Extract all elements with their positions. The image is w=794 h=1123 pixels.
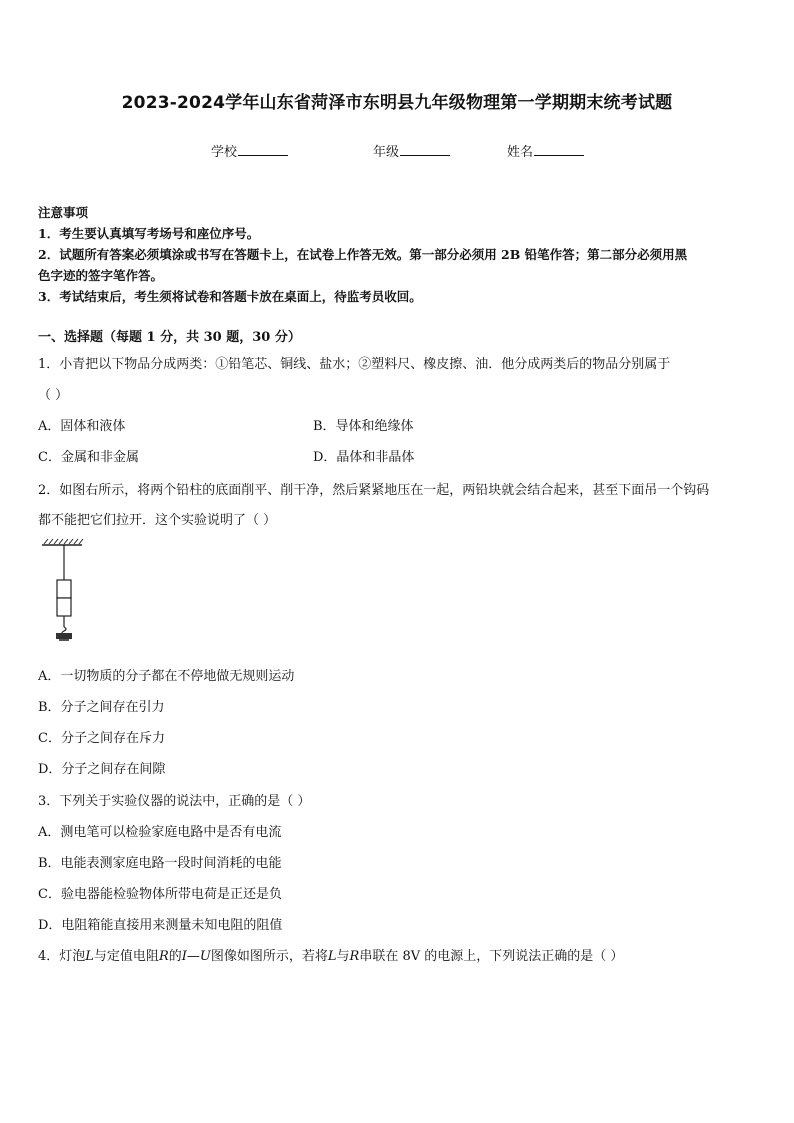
q4-part-4: 图像如图所示，若将 <box>210 949 328 964</box>
section-title: 一、选择题（每题 1 分，共 30 题，30 分） <box>38 330 301 345</box>
upper-lead-cylinder <box>57 580 71 598</box>
q2-option-d: D．分子之间存在间隙 <box>38 762 166 777</box>
q4-symbol-l2: L <box>327 949 337 964</box>
note-3: 3．考试结束后，考生须将试卷和答题卡放在桌面上，待监考员收回。 <box>38 289 422 304</box>
name-label: 姓名 <box>507 145 534 160</box>
q4-part-5: 与 <box>336 949 350 964</box>
q4-part-6: 串联在 8V 的电源上，下列说法正确的是（ ） <box>359 949 624 964</box>
q4-symbol-iu: I—U <box>181 949 211 964</box>
q1-option-d: D．晶体和非晶体 <box>313 450 415 465</box>
q1-option-a: A．固体和液体 <box>38 419 126 434</box>
q4-symbol-l: L <box>85 949 94 964</box>
q2-stem-a: 2．如图右所示，将两个铅柱的底面削平、削干净，然后紧紧地压在一起，两铅块就会结合起来，甚至下面吊一个钩码 <box>38 483 710 498</box>
q3-stem: 3．下列关于实验仪器的说法中，正确的是（ ） <box>38 794 311 809</box>
exam-title: 2023-2024学年山东省菏泽市东明县九年级物理第一学期期末统考试题 <box>121 93 673 113</box>
q3-option-a: A．测电笔可以检验家庭电路中是否有电流 <box>38 825 282 840</box>
notes-block <box>38 202 758 307</box>
ceiling-hatch <box>42 539 83 545</box>
q3-option-b: B．电能表测家庭电路一段时间消耗的电能 <box>38 856 282 871</box>
hook-weight-base <box>59 639 69 641</box>
q4-symbol-r2: R <box>349 949 360 964</box>
note-2a: 2．试题所有答案必须填涂或书写在答题卡上，在试卷上作答无效。第一部分必须用 2B 铅笔作答；第二部分必须用黑 <box>38 247 688 262</box>
school-field <box>211 141 288 160</box>
q4-part-1: 4．灯泡 <box>38 949 86 964</box>
q1-stem-a: 1．小青把以下物品分成两类：①铅笔芯、铜线、盐水；②塑料尺、橡皮擦、油．他分成两类后的物品分别属于 <box>38 357 671 372</box>
grade-label: 年级 <box>373 145 400 160</box>
q4-stem <box>38 945 623 964</box>
school-blank <box>238 143 288 156</box>
lower-lead-cylinder <box>57 598 71 616</box>
notes-heading: 注意事项 <box>38 205 89 220</box>
q4-symbol-r: R <box>158 949 169 964</box>
q4-part-3: 的 <box>168 949 182 964</box>
name-blank <box>534 143 584 156</box>
q1-stem-b: （ ） <box>38 388 69 403</box>
note-1: 1．考生要认真填写考场号和座位序号。 <box>38 226 260 241</box>
hook-weight <box>56 633 72 639</box>
school-label: 学校 <box>211 145 238 160</box>
lead-cylinders-figure <box>40 537 84 647</box>
q4-part-2: 与定值电阻 <box>93 949 159 964</box>
q3-option-d: D．电阻箱能直接用来测量未知电阻的阻值 <box>38 918 283 933</box>
q2-stem-b: 都不能把它们拉开．这个实验说明了（ ） <box>38 513 277 528</box>
q1-option-b: B．导体和绝缘体 <box>313 419 414 434</box>
grade-blank <box>400 143 450 156</box>
grade-field <box>373 141 450 160</box>
q2-option-c: C．分子之间存在斥力 <box>38 731 165 746</box>
name-field <box>507 141 584 160</box>
q2-option-b: B．分子之间存在引力 <box>38 700 165 715</box>
note-2b: 色字迹的签字笔作答。 <box>38 268 164 283</box>
q2-option-a: A．一切物质的分子都在不停地做无规则运动 <box>38 669 295 684</box>
q1-option-c: C．金属和非金属 <box>38 450 139 465</box>
info-fields <box>0 141 794 161</box>
q3-option-c: C．验电器能检验物体所带电荷是正还是负 <box>38 887 282 902</box>
